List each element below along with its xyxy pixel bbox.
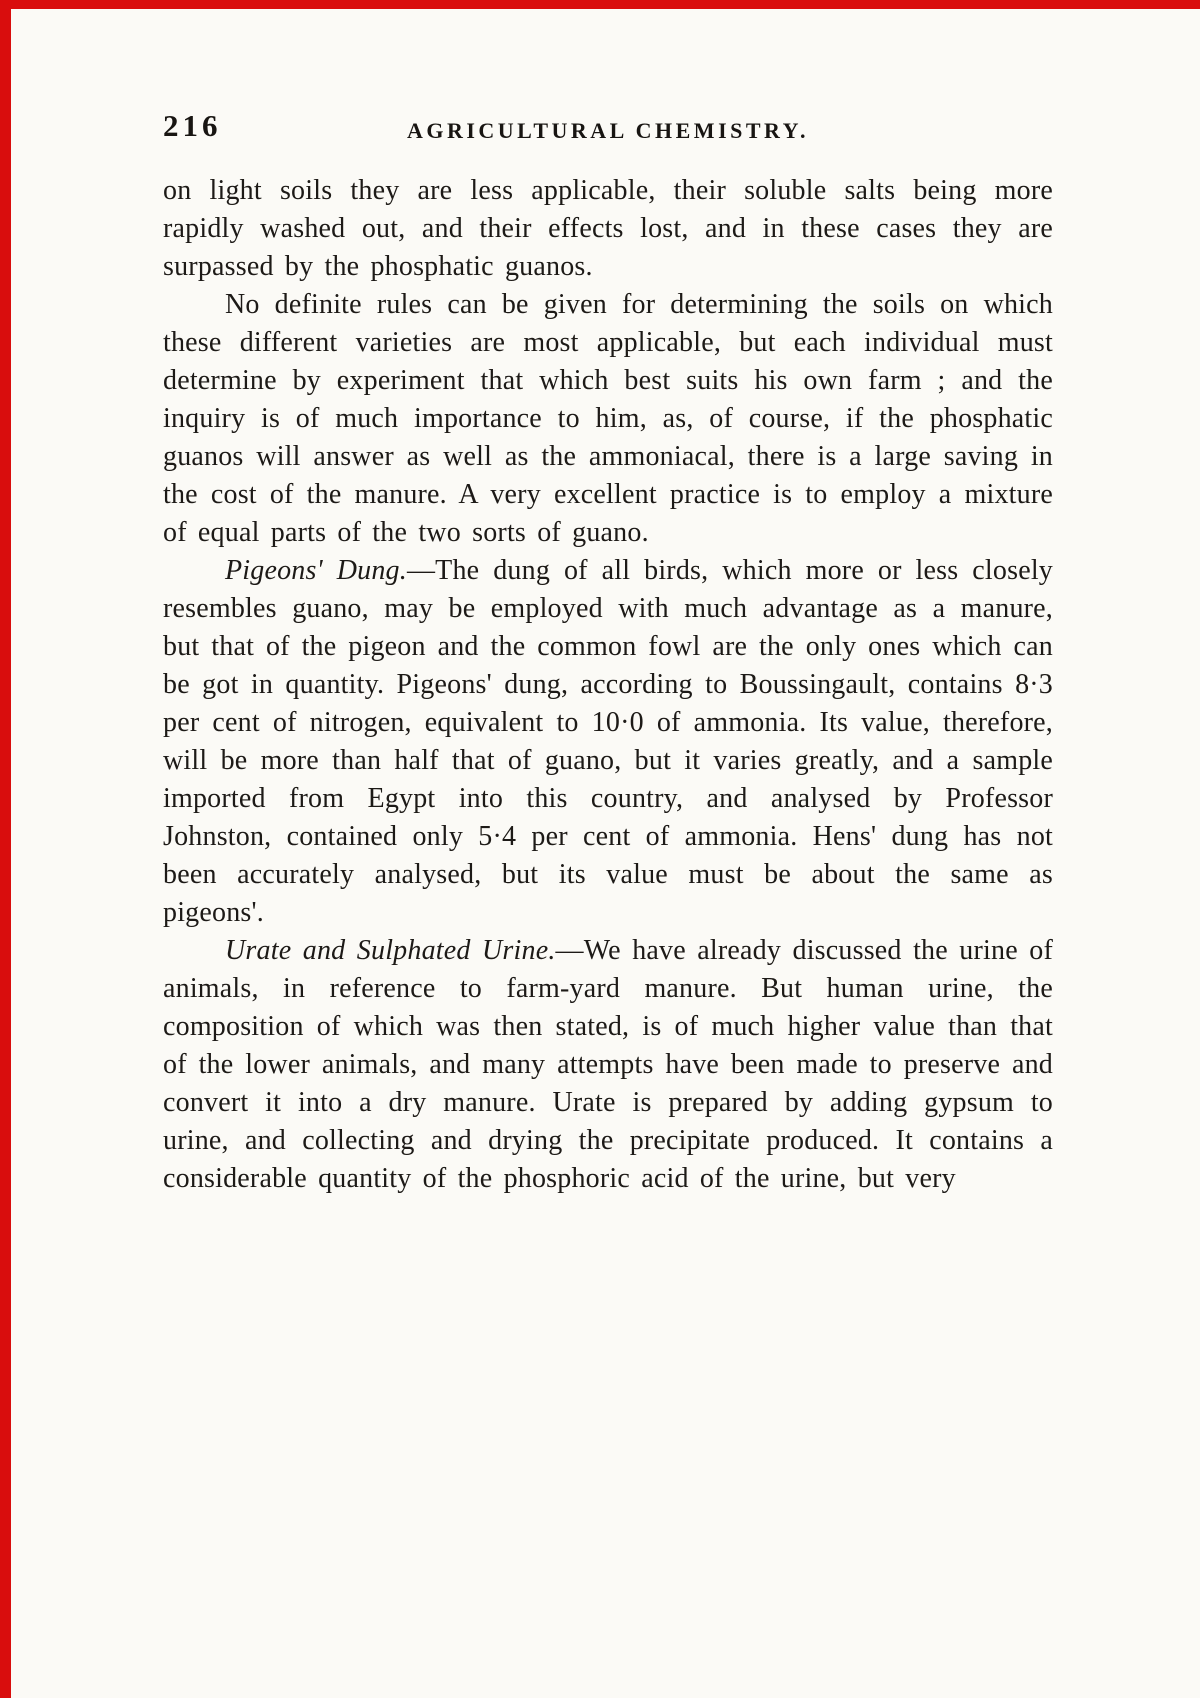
paragraph-text: —The dung of all birds, which more or less closely resembles guano, may be employed with much advantage as a manure, but that of the pigeon and the common fowl are the only ones which can be got in quantity. Pigeons' dung, according to Boussingault, contains 8·3 per cent of nitrogen, equivalent to 10·0 of ammonia. Its value, therefore, will be more than half that of guano, but it varies greatly, and a sample imported from Egypt into this country, and analysed by Professor Johnston, contained only 5·4 per cent of ammonia. Hens' dung has not been accurately analysed, but its value must be about the same as pigeons'. (163, 555, 1053, 928)
running-header: AGRICULTURAL CHEMISTRY. (406, 118, 810, 143)
scanned-book-page (163, 0, 1053, 1698)
paragraph-text: No definite rules can be given for determining the soils on which these different varieties are most applicable, but each individual must determine by experiment that which best suits his own farm ; and the inquiry is of much importance to him, as, of course, if the phosphatic guanos will answer as well as the ammoniacal, there is a large saving in the cost of the manure. A very excellent practice is to employ a mixture of equal parts of the two sorts of guano. (163, 289, 1053, 548)
body-text-block (163, 172, 1053, 1198)
paragraph (163, 286, 1053, 552)
paragraph-continuation (163, 172, 1053, 286)
italic-lead-in: Urate and Sulphated Urine. (225, 935, 556, 966)
paragraph-urate-sulphated-urine (163, 932, 1053, 1198)
paragraph-pigeons-dung (163, 552, 1053, 932)
page-number: 216 (163, 108, 222, 143)
italic-lead-in: Pigeons' Dung. (225, 555, 407, 586)
paragraph-text: —We have already discussed the urine of animals, in reference to farm-yard manure. But human urine, the composition of which was then stated, is of much higher value than that of the lower animals, and many attempts have been made to preserve and convert it into a dry manure. Urate is prepared by adding gypsum to urine, and collecting and drying the precipitate produced. It contains a considerable quantity of the phosphoric acid of the urine, but very (163, 935, 1053, 1194)
paragraph-text: on light soils they are less applicable, their soluble salts being more rapidly washed out, and their effects lost, and in these cases they are surpassed by the phosphatic guanos. (163, 175, 1053, 282)
scan-edge-left (0, 0, 11, 1698)
